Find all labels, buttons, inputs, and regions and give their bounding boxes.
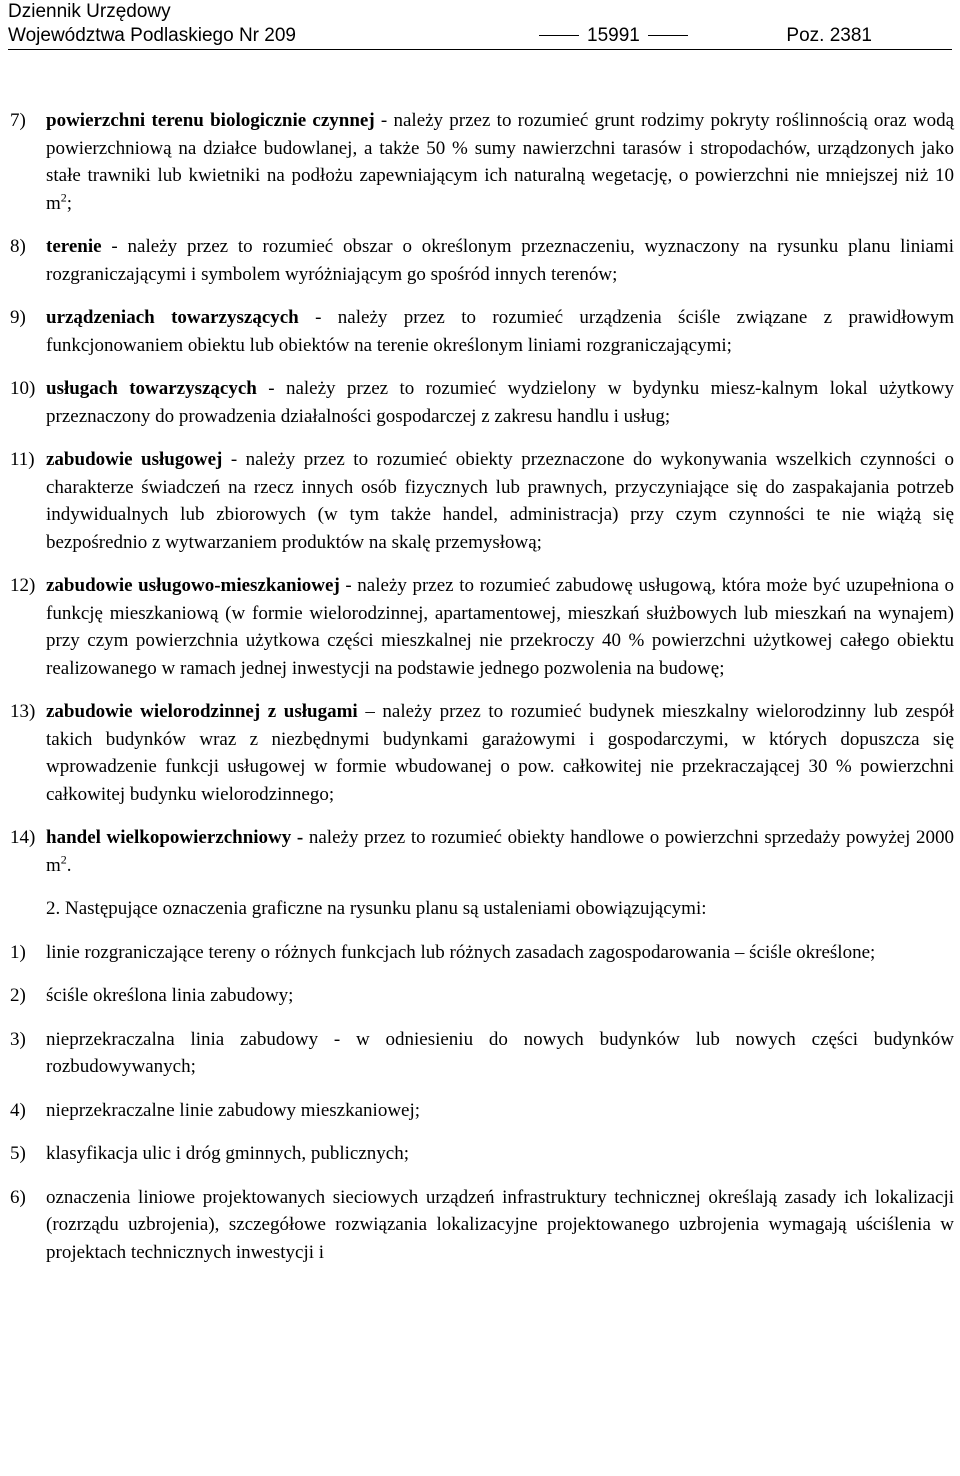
definition-item xyxy=(10,572,954,682)
item-term: terenie xyxy=(46,236,102,257)
item-text: nieprzekraczalne linie zabudowy mieszkaniowej; xyxy=(46,1099,421,1121)
item-number: 14) xyxy=(10,827,36,848)
list-item xyxy=(10,1184,954,1267)
item-term: zabudowie usługowej xyxy=(46,449,223,470)
item-number: 6) xyxy=(10,1186,26,1208)
item-text: należy przez to rozumieć obiekty handlowe o powierzchni sprzedaży powyżej 2000 m xyxy=(46,827,955,876)
list-item xyxy=(10,939,954,967)
item-number: 9) xyxy=(10,307,26,328)
dash-right xyxy=(648,35,688,36)
item-text: - należy przez to rozumieć obiekty przeznaczone do wykonywania wszelkich czynności o charakterze świadczeń na rzecz innych osób fizycznych lub prawnych, przyczyniające się do zaspakajania potrzeb indywidualnych lub zbiorowych (w tym także handel, administracja) przy czym czynności te nie wiążą się bezpośrednio z wytwarzaniem produktów na skalę przemysłową; xyxy=(46,449,954,553)
item-term: handel wielkopowierzchniowy - xyxy=(46,827,304,848)
journal-title: Dziennik Urzędowy xyxy=(8,1,171,22)
item-number: 2) xyxy=(10,985,26,1006)
item-number: 12) xyxy=(10,575,36,596)
item-text: - należy przez to rozumieć obszar o określonym przeznaczeniu, wyznaczony na rysunku planu liniami rozgraniczającymi i symbolem wyróżniającym go spośród innych terenów; xyxy=(46,236,954,285)
definition-item xyxy=(10,304,954,359)
item-text: - należy przez to rozumieć urządzenia ściśle związane z prawidłowym funkcjonowaniem obiektu lub obiektów na terenie określonym liniami rozgraniczającymi; xyxy=(46,307,954,356)
item-tail: . xyxy=(66,854,72,876)
dash-left xyxy=(539,35,579,36)
definition-item xyxy=(10,375,954,430)
superscript: 2 xyxy=(60,190,67,205)
item-text: klasyfikacja ulic i dróg gminnych, publicznych; xyxy=(46,1143,410,1164)
definition-item xyxy=(10,824,954,879)
definition-item xyxy=(10,446,954,556)
item-number: 4) xyxy=(10,1099,26,1121)
header-rule xyxy=(8,49,952,50)
journal-subtitle: Województwa Podlaskiego Nr 209 xyxy=(8,25,296,46)
item-number: 10) xyxy=(10,378,36,399)
section-heading: 2. Następujące oznaczenia graficzne na rysunku planu są ustaleniami obowiązującymi: xyxy=(46,898,707,919)
item-number: 8) xyxy=(10,236,26,257)
definition-item xyxy=(10,107,954,217)
item-text: - należy przez to rozumieć wydzielony w bydynku miesz-kalnym lokal użytkowy przeznaczony do prowadzenia działalności gospodarczej z zakresu handlu i usług; xyxy=(46,378,955,427)
definition-item xyxy=(10,698,954,808)
item-number: 3) xyxy=(10,1028,26,1050)
item-text: - należy przez to rozumieć grunt rodzimy pokryty roślinnością oraz wodą powierzchniową na działce budowlanej, a także 50 % sumy nawierzchni tarasów i stropodachów, urządzonych jako stałe trawniki lub kwietniki na podłożu zapewniającym ich naturalną wegetację, o powierzchni nie mniejszej niż 10 m xyxy=(46,110,955,214)
page-number-block xyxy=(531,24,696,48)
header-row xyxy=(8,24,952,48)
list-item xyxy=(10,1097,954,1125)
list-item xyxy=(10,1140,954,1168)
item-term: urządzeniach towarzyszących xyxy=(46,307,299,328)
item-number: 7) xyxy=(10,110,26,131)
item-number: 1) xyxy=(10,941,26,963)
list-item xyxy=(10,1026,954,1081)
item-text: oznaczenia liniowe projektowanych sieciowych urządzeń infrastruktury technicznej określają zasady ich lokalizacji (rozrządu uzbrojenia), szczegółowe rozwiązania lokalizacyjne projektowanego uzbrojenia wymagają uściślenia w projektach technicznych inwestycji i xyxy=(46,1186,954,1263)
item-term: usługach towarzyszących xyxy=(46,378,257,399)
item-term: zabudowie usługowo-mieszkaniowej xyxy=(46,575,340,596)
item-text: nieprzekraczalna linia zabudowy - w odniesieniu do nowych budynków lub nowych części budynków rozbudowywanych; xyxy=(46,1028,954,1077)
item-number: 5) xyxy=(10,1143,26,1164)
item-text: linie rozgraniczające tereny o różnych funkcjach lub różnych zasadach zagospodarowania – ściśle określone; xyxy=(46,941,876,963)
item-tail: ; xyxy=(66,192,73,214)
page-header xyxy=(8,0,952,52)
page-number: 15991 xyxy=(587,25,640,46)
item-number: 13) xyxy=(10,701,36,722)
position-label: Poz. 2381 xyxy=(786,25,872,46)
superscript: 2 xyxy=(60,852,67,867)
item-number: 11) xyxy=(10,449,35,470)
document-body xyxy=(10,107,954,1282)
item-text: - należy przez to rozumieć zabudowę usługową, która może być uzupełniona o funkcję mieszkaniową (w formie wielorodzinnej, apartamentowej, mieszkań służbowych lub mieszkań na wynajem) przy czym powierzchnia użytkowa części mieszkalnej nie przekroczy 40 % powierzchni użytkowej całego obiektu realizowanego w ramach jednej inwestycji na podstawie jednego pozwolenia na budowę; xyxy=(46,575,954,679)
item-term: powierzchni terenu biologicznie czynnej xyxy=(46,110,375,131)
definition-item xyxy=(10,233,954,288)
item-text: – należy przez to rozumieć budynek mieszkalny wielorodzinny lub zespół takich budynków wraz z niezbędnymi budynkami garażowymi i gospodarczymi, w których dopuszcza się wprowadzenie funkcji usługowej w formie wbudowanej o pow. całkowitej nie przekraczającej 30 % powierzchni całkowitej budynku wielorodzinnego; xyxy=(46,701,954,805)
item-text: ściśle określona linia zabudowy; xyxy=(46,985,294,1006)
list-item xyxy=(10,982,954,1010)
item-term: zabudowie wielorodzinnej z usługami xyxy=(46,701,358,722)
